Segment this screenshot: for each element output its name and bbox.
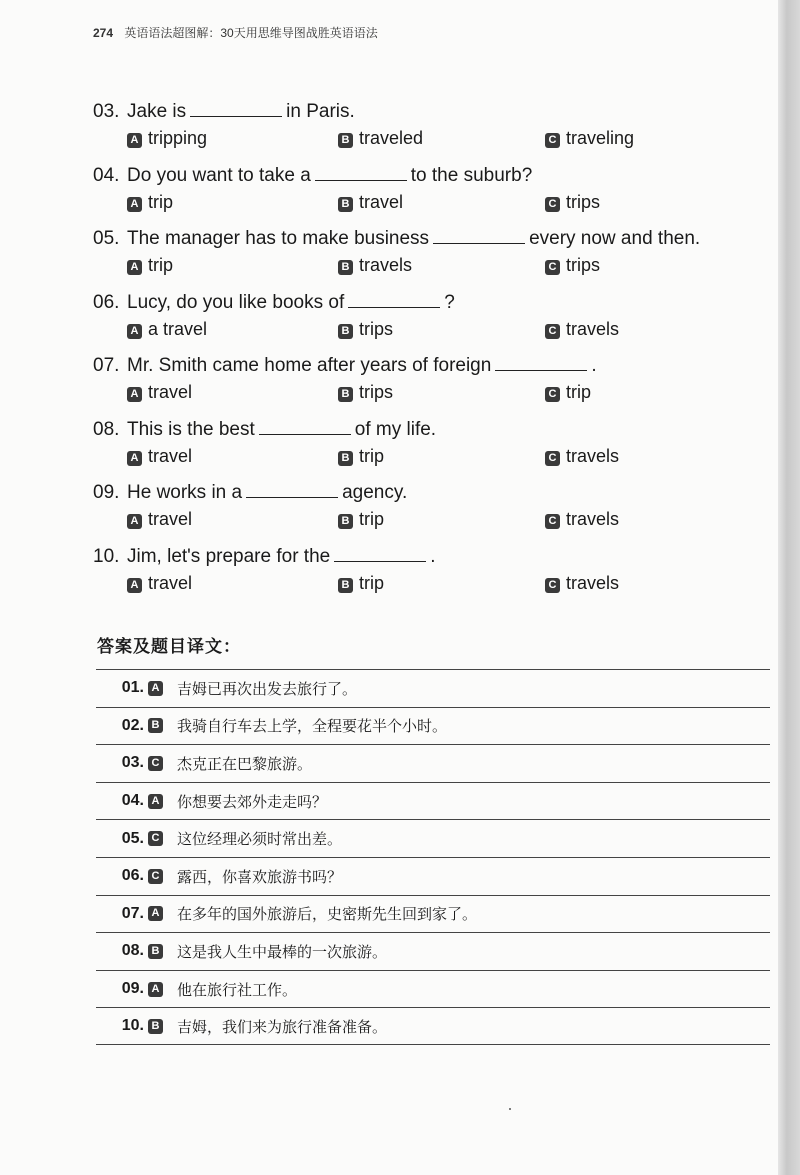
question-text-after: every now and then. <box>529 228 701 249</box>
book-title: 英语语法超图解：30天用思维导图战胜英语语法 <box>124 26 378 40</box>
answer-letter-badge: C <box>148 756 163 771</box>
answer-row <box>96 819 770 857</box>
answer-blank <box>348 289 440 308</box>
question-number: 08. <box>93 418 120 440</box>
question-text-before: This is the best <box>127 418 255 440</box>
answer-number: 01. <box>121 679 144 697</box>
option-c <box>545 379 591 405</box>
answer-row <box>96 857 770 895</box>
option-text: travel <box>148 382 193 402</box>
question-item <box>93 289 773 353</box>
answer-row <box>96 895 770 933</box>
option-c <box>545 506 619 532</box>
option-text: travels <box>566 445 620 466</box>
question-line <box>93 289 773 316</box>
answer-letter-badge: B <box>148 1019 163 1034</box>
option-a <box>127 443 192 469</box>
answer-row <box>96 669 770 707</box>
option-letter-badge: B <box>338 578 353 593</box>
option-list <box>93 189 773 215</box>
option-text: tripping <box>148 128 208 148</box>
option-letter-badge: A <box>127 578 142 593</box>
answer-translation: 我骑自行车去上学，全程要花半个小时。 <box>177 717 448 736</box>
option-c <box>545 125 634 151</box>
answer-letter-badge: B <box>148 718 163 733</box>
option-text: trip <box>359 445 385 466</box>
option-letter-badge: C <box>545 133 560 148</box>
question-text-after: . <box>591 355 597 376</box>
answer-number: 06. <box>121 867 144 885</box>
option-letter-badge: C <box>545 324 560 339</box>
option-letter-badge: B <box>338 387 353 402</box>
option-b <box>338 443 384 469</box>
question-text-before: The manager has to make business <box>127 228 430 249</box>
option-letter-badge: A <box>127 514 142 529</box>
page-number: 274 <box>93 26 114 40</box>
question-text-after: to the suburb? <box>410 164 533 186</box>
question-text-before: He works in a <box>127 482 243 503</box>
option-letter-badge: A <box>127 451 142 466</box>
option-c <box>545 443 619 469</box>
answer-translation: 他在旅行社工作。 <box>177 980 298 999</box>
option-letter-badge: B <box>338 451 353 466</box>
option-text: trips <box>359 382 394 402</box>
option-b <box>338 570 384 596</box>
option-b <box>338 379 393 405</box>
option-text: travel <box>148 572 193 593</box>
answer-translation: 吉姆已再次出发去旅行了。 <box>177 679 358 698</box>
question-number: 03. <box>93 101 120 122</box>
page-edge <box>778 0 800 1175</box>
answer-translation: 在多年的国外旅游后，史密斯先生回到家了。 <box>177 905 478 924</box>
question-number: 06. <box>93 291 120 313</box>
question-number: 10. <box>93 545 120 567</box>
option-list <box>93 379 773 405</box>
answer-translation: 露西，你喜欢旅游书吗？ <box>177 867 343 886</box>
option-a <box>127 252 173 278</box>
answer-row <box>96 932 770 970</box>
question-item <box>93 98 773 162</box>
option-list <box>93 252 773 278</box>
question-text-after: agency. <box>342 482 408 503</box>
option-list <box>93 443 773 469</box>
answer-number: 05. <box>121 829 144 847</box>
answer-blank <box>334 543 426 562</box>
question-line <box>93 225 773 252</box>
option-c <box>545 570 619 596</box>
option-letter-badge: C <box>545 387 560 402</box>
option-text: travels <box>566 509 620 529</box>
option-text: trip <box>359 509 385 529</box>
answer-blank <box>246 479 338 498</box>
option-text: trips <box>359 318 394 339</box>
option-text: travels <box>359 255 413 275</box>
answer-translation: 吉姆，我们来为旅行准备准备。 <box>177 1017 388 1036</box>
answer-letter-badge: A <box>148 906 163 921</box>
option-c <box>545 189 600 215</box>
answer-number: 08. <box>121 942 144 960</box>
question-line <box>93 162 773 189</box>
answer-row <box>96 970 770 1008</box>
page-speck <box>509 1108 511 1110</box>
option-text: trips <box>566 191 601 212</box>
question-text-after: in Paris. <box>286 101 355 122</box>
option-letter-badge: A <box>127 260 142 275</box>
option-a <box>127 379 192 405</box>
page-header <box>93 24 378 41</box>
option-letter-badge: B <box>338 514 353 529</box>
answer-translation: 你想要去郊外走走吗？ <box>177 792 328 811</box>
option-b <box>338 506 384 532</box>
option-text: a travel <box>148 318 208 339</box>
question-text-before: Jake is <box>127 101 187 122</box>
option-letter-badge: A <box>127 324 142 339</box>
option-text: travel <box>148 509 193 529</box>
option-letter-badge: B <box>338 197 353 212</box>
answer-number: 03. <box>121 754 144 772</box>
option-text: traveled <box>359 128 424 148</box>
option-b <box>338 125 423 151</box>
question-number: 07. <box>93 355 120 376</box>
answer-letter-badge: A <box>148 794 163 809</box>
answer-number: 07. <box>121 904 144 922</box>
question-line <box>93 98 773 125</box>
question-item <box>93 543 773 607</box>
question-item <box>93 416 773 480</box>
option-text: trip <box>566 382 592 402</box>
question-line <box>93 479 773 506</box>
option-text: traveling <box>566 128 635 148</box>
answer-letter-badge: C <box>148 831 163 846</box>
question-text-before: Jim, let's prepare for the <box>127 545 331 567</box>
option-a <box>127 570 192 596</box>
option-c <box>545 316 619 342</box>
option-text: travels <box>566 572 620 593</box>
option-letter-badge: C <box>545 197 560 212</box>
option-letter-badge: C <box>545 578 560 593</box>
option-text: travel <box>359 191 404 212</box>
answer-letter-badge: C <box>148 869 163 884</box>
option-b <box>338 252 412 278</box>
answer-letter-badge: A <box>148 982 163 997</box>
option-a <box>127 189 173 215</box>
answer-row <box>96 707 770 745</box>
question-number: 04. <box>93 164 120 186</box>
question-text-after: ? <box>444 291 455 313</box>
answer-number: 04. <box>121 792 144 810</box>
answer-number: 02. <box>121 716 144 734</box>
question-item <box>93 352 773 416</box>
answer-translation: 这是我人生中最棒的一次旅游。 <box>177 942 388 961</box>
option-letter-badge: C <box>545 514 560 529</box>
option-a <box>127 125 207 151</box>
question-number: 09. <box>93 482 120 503</box>
option-letter-badge: B <box>338 324 353 339</box>
answer-row <box>96 782 770 820</box>
answer-row <box>96 744 770 782</box>
answer-letter-badge: A <box>148 681 163 696</box>
answer-blank <box>259 416 351 435</box>
option-list <box>93 570 773 596</box>
answer-number: 09. <box>121 980 144 998</box>
question-text-after: . <box>430 545 436 567</box>
option-a <box>127 316 207 342</box>
question-number: 05. <box>93 228 120 249</box>
option-letter-badge: A <box>127 197 142 212</box>
question-list <box>93 98 773 606</box>
option-text: travels <box>566 318 620 339</box>
question-line <box>93 416 773 443</box>
answer-number: 10. <box>121 1017 144 1035</box>
option-letter-badge: C <box>545 260 560 275</box>
option-text: trip <box>148 255 174 275</box>
answer-blank <box>495 352 587 371</box>
option-letter-badge: B <box>338 260 353 275</box>
option-text: trips <box>566 255 601 275</box>
option-list <box>93 125 773 151</box>
question-line <box>93 543 773 570</box>
option-text: trip <box>148 191 174 212</box>
answer-blank <box>433 225 525 244</box>
option-list <box>93 506 773 532</box>
option-letter-badge: A <box>127 387 142 402</box>
answer-table <box>96 669 770 1045</box>
question-line <box>93 352 773 379</box>
option-text: travel <box>148 445 193 466</box>
option-c <box>545 252 600 278</box>
question-text-before: Mr. Smith came home after years of foreign <box>127 355 492 376</box>
option-b <box>338 189 403 215</box>
answer-letter-badge: B <box>148 944 163 959</box>
question-text-after: of my life. <box>354 418 437 440</box>
answer-translation: 杰克正在巴黎旅游。 <box>177 754 313 773</box>
answer-blank <box>190 98 282 117</box>
answer-row <box>96 1007 770 1045</box>
question-item <box>93 225 773 289</box>
question-item <box>93 162 773 226</box>
option-letter-badge: A <box>127 133 142 148</box>
question-item <box>93 479 773 543</box>
answers-title: 答案及题目译文： <box>97 637 241 656</box>
option-text: trip <box>359 572 385 593</box>
option-list <box>93 316 773 342</box>
option-letter-badge: C <box>545 451 560 466</box>
option-letter-badge: B <box>338 133 353 148</box>
question-text-before: Do you want to take a <box>127 164 311 186</box>
question-text-before: Lucy, do you like books of <box>127 291 345 313</box>
answer-blank <box>315 162 407 181</box>
answer-translation: 这位经理必须时常出差。 <box>177 830 343 849</box>
option-a <box>127 506 192 532</box>
option-b <box>338 316 393 342</box>
